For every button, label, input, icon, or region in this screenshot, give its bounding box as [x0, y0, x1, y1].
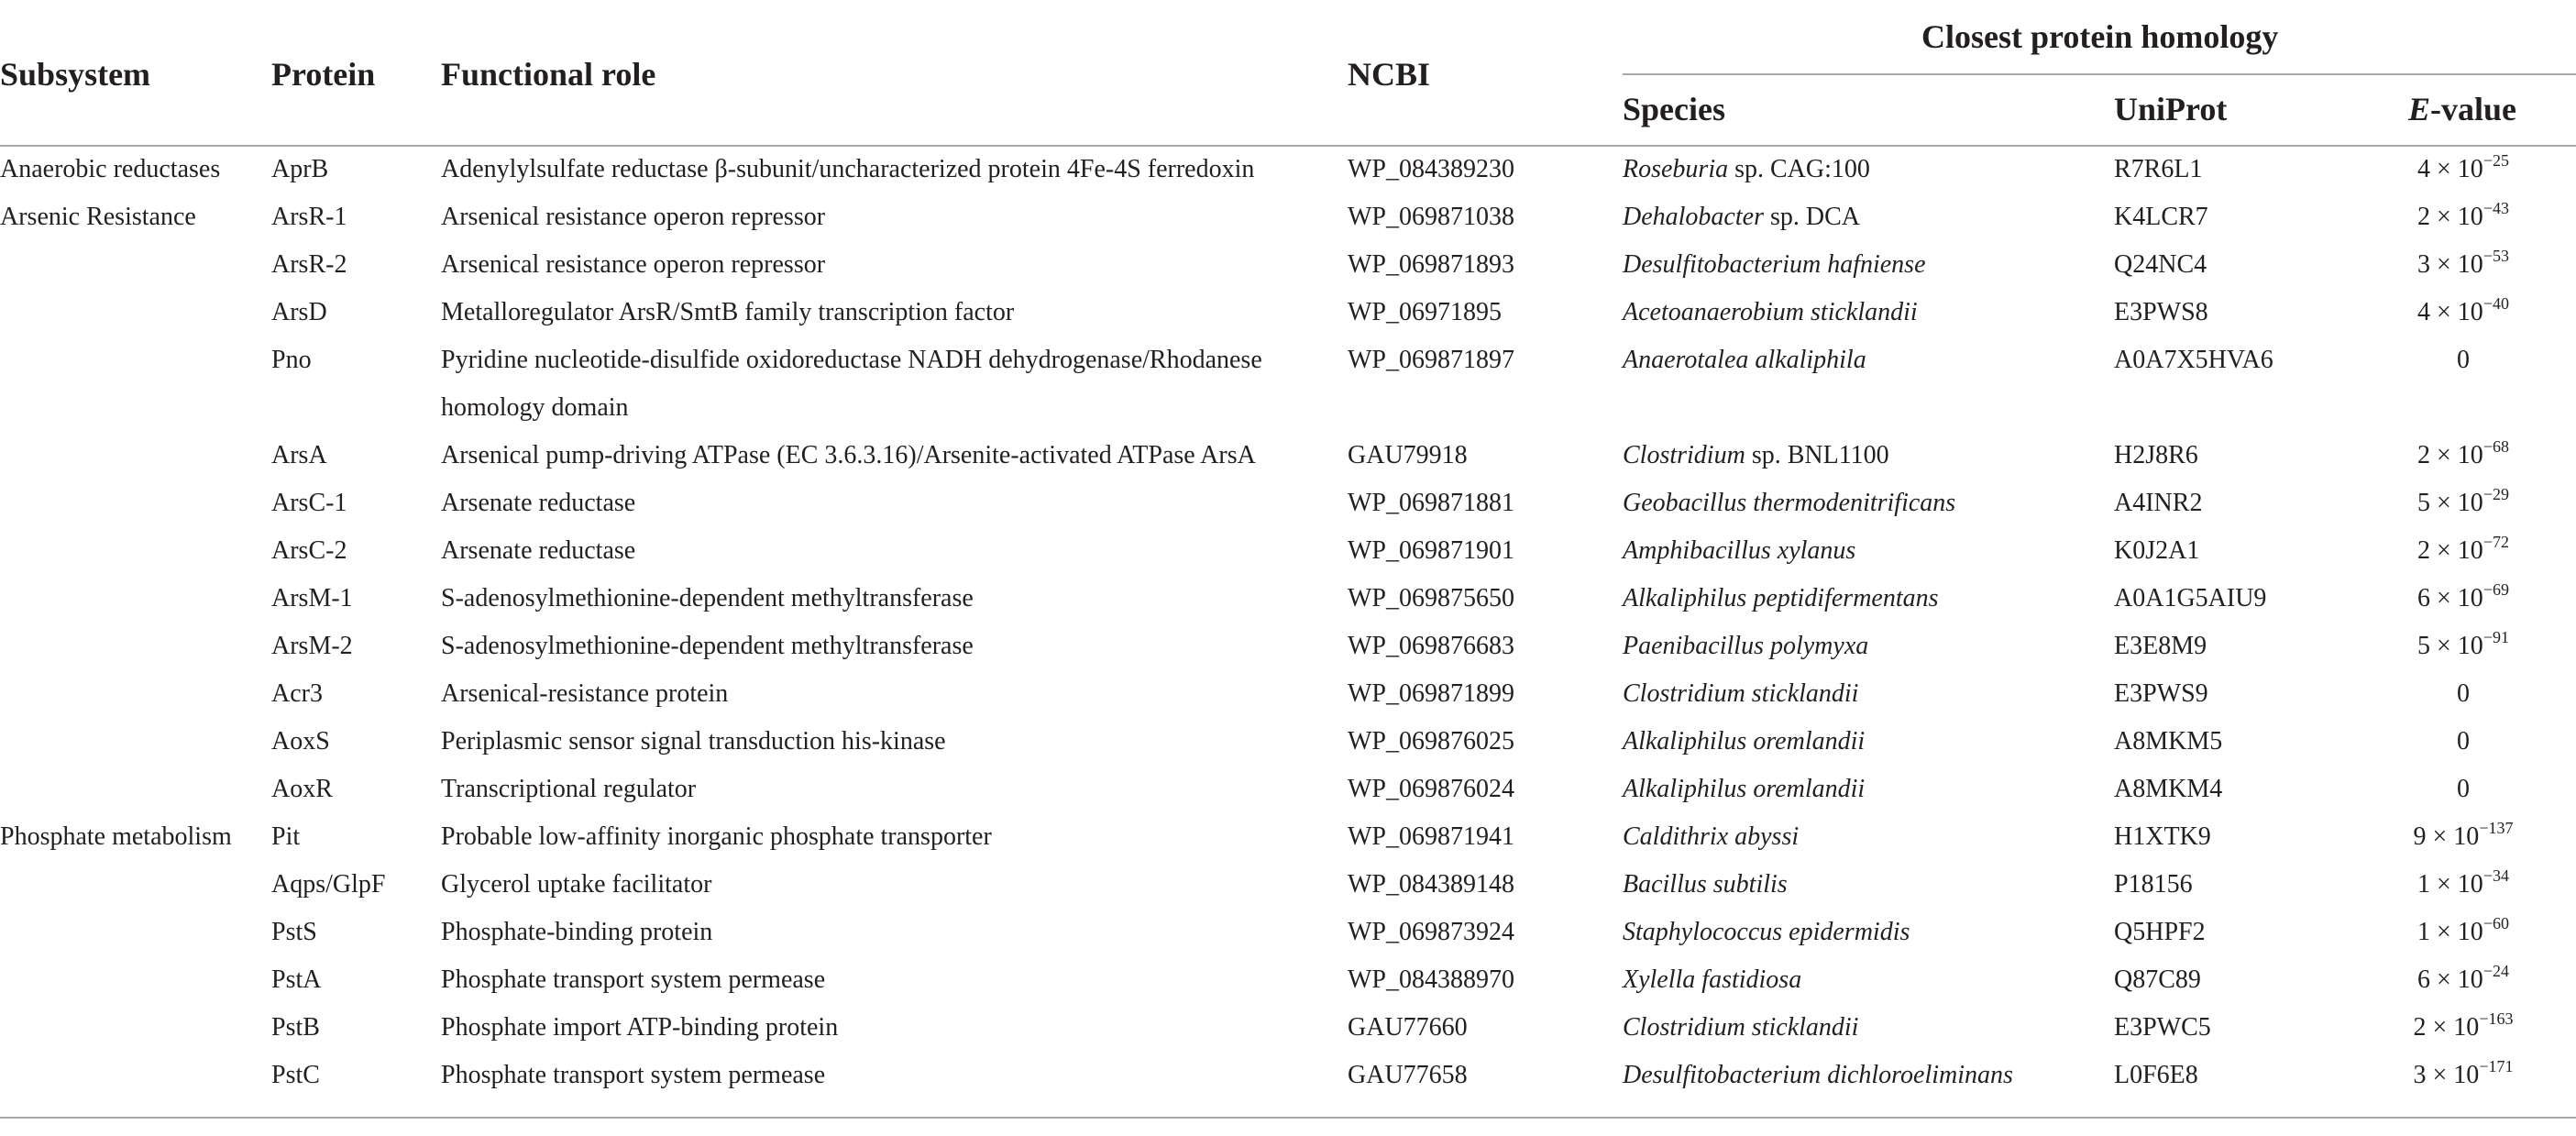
species-suffix: sp. DCA [1763, 203, 1860, 231]
evalue-base: 0 [2457, 679, 2470, 708]
cell-ncbi: WP_069871899 [1348, 679, 1514, 708]
evalue-base: 1 × 10 [2417, 870, 2483, 899]
species-name: Clostridium sticklandii [1623, 1013, 1859, 1042]
evalue-base: 2 × 10 [2417, 536, 2483, 565]
table-row [0, 433, 2576, 480]
table-row [0, 957, 2576, 1005]
cell-protein: ArsM-1 [271, 584, 353, 612]
cell-uniprot: H1XTK9 [2114, 822, 2211, 851]
header-evalue [2408, 90, 2516, 128]
evalue-exponent: −68 [2482, 437, 2509, 456]
species-name: Geobacillus thermodenitrificans [1623, 489, 1956, 517]
cell-evalue [2402, 726, 2525, 757]
species-name: Clostridium sticklandii [1623, 679, 1859, 708]
evalue-base: 2 × 10 [2413, 1013, 2480, 1042]
cell-species [1623, 965, 1801, 996]
cell-protein: AprB [271, 155, 329, 183]
evalue-exponent: −69 [2482, 580, 2509, 599]
species-name: Clostridium [1623, 441, 1745, 469]
cell-protein: ArsR-2 [271, 250, 347, 279]
cell-protein: Pno [271, 346, 312, 374]
cell-functional-role: Phosphate import ATP-binding protein [441, 1013, 839, 1042]
evalue-exponent: −24 [2482, 962, 2509, 980]
cell-ncbi: WP_069875650 [1348, 584, 1514, 612]
cell-uniprot: A4INR2 [2114, 489, 2203, 517]
evalue-base: 0 [2457, 346, 2470, 374]
table-row [0, 1005, 2576, 1053]
cell-ncbi: GAU77660 [1348, 1013, 1468, 1042]
header-ncbi: NCBI [1348, 56, 1431, 93]
cell-evalue [2402, 151, 2525, 185]
evalue-exponent: −34 [2482, 866, 2509, 885]
cell-functional-role: Arsenical pump-driving ATPase (EC 3.6.3.16)/Arsenite-activated ATPase ArsA [441, 441, 1256, 469]
cell-protein: PstS [271, 918, 317, 946]
cell-species [1623, 249, 1926, 281]
cell-functional-role: Adenylylsulfate reductase β-subunit/uncharacterized protein 4Fe-4S ferredoxin [441, 155, 1255, 183]
species-name: Acetoanaerobium sticklandii [1623, 298, 1918, 326]
cell-functional-role: S-adenosylmethionine-dependent methyltransferase [441, 584, 974, 612]
cell-uniprot: A8MKM4 [2114, 775, 2223, 803]
cell-species [1623, 631, 1868, 662]
cell-species [1623, 535, 1855, 567]
cell-functional-role: Phosphate-binding protein [441, 918, 713, 946]
cell-evalue [2402, 485, 2525, 519]
cell-species [1623, 1012, 1858, 1043]
cell-evalue [2402, 1009, 2525, 1043]
table-row [0, 194, 2576, 242]
cell-evalue [2402, 1057, 2525, 1091]
evalue-base: 9 × 10 [2413, 822, 2480, 851]
cell-functional-role: Arsenical resistance operon repressor [441, 250, 826, 279]
evalue-exponent: −40 [2482, 294, 2509, 313]
cell-evalue [2402, 678, 2525, 710]
cell-uniprot: H2J8R6 [2114, 441, 2198, 469]
cell-uniprot: Q5HPF2 [2114, 918, 2206, 946]
species-name: Bacillus subtilis [1623, 870, 1788, 899]
cell-subsystem: Anaerobic reductases [0, 155, 221, 183]
cell-ncbi: WP_069871038 [1348, 203, 1514, 231]
cell-species [1623, 488, 1955, 519]
cell-uniprot: P18156 [2114, 870, 2193, 899]
cell-ncbi: WP_084388970 [1348, 965, 1514, 994]
evalue-exponent: −29 [2482, 485, 2509, 503]
evalue-exponent: −43 [2482, 199, 2509, 217]
table-row [0, 576, 2576, 623]
evalue-base: 5 × 10 [2417, 489, 2483, 517]
evalue-base: 2 × 10 [2417, 203, 2483, 231]
cell-ncbi: WP_069876025 [1348, 727, 1514, 755]
cell-ncbi: WP_069871941 [1348, 822, 1514, 851]
evalue-exponent: −25 [2482, 151, 2509, 170]
evalue-base: 0 [2457, 727, 2470, 755]
cell-protein: Acr3 [271, 679, 323, 708]
evalue-exponent: −60 [2482, 914, 2509, 932]
cell-functional-role: Phosphate transport system permease [441, 965, 826, 994]
cell-species [1623, 345, 1866, 376]
cell-evalue [2402, 345, 2525, 376]
table-row [0, 719, 2576, 767]
header-subsystem: Subsystem [0, 56, 151, 93]
evalue-exponent: −53 [2482, 247, 2509, 265]
cell-ncbi: WP_069876683 [1348, 632, 1514, 660]
cell-evalue [2402, 819, 2525, 853]
cell-uniprot: E3E8M9 [2114, 632, 2207, 660]
table-row [0, 671, 2576, 719]
species-suffix: sp. BNL1100 [1745, 441, 1889, 469]
table-row [0, 242, 2576, 290]
table-row [0, 480, 2576, 528]
table-row [0, 337, 2576, 422]
cell-protein: ArsR-1 [271, 203, 347, 231]
cell-protein: AoxR [271, 775, 333, 803]
species-name: Roseburia [1623, 155, 1729, 183]
cell-evalue [2402, 249, 2525, 281]
cell-protein: PstA [271, 965, 322, 994]
cell-evalue [2402, 628, 2525, 662]
cell-uniprot: K4LCR7 [2114, 203, 2208, 231]
table-row [0, 814, 2576, 862]
cell-uniprot: A0A1G5AIU9 [2114, 584, 2267, 612]
evalue-base: 5 × 10 [2417, 632, 2483, 660]
header-functional-role: Functional role [441, 56, 656, 93]
cell-uniprot: E3PWC5 [2114, 1013, 2211, 1042]
cell-protein: Aqps/GlpF [271, 870, 386, 899]
species-name: Alkaliphilus oremlandii [1623, 727, 1866, 755]
cell-ncbi: GAU77658 [1348, 1061, 1468, 1089]
cell-protein: PstC [271, 1061, 320, 1089]
species-name: Desulfitobacterium dichloroeliminans [1623, 1061, 2013, 1089]
cell-protein: ArsM-2 [271, 632, 353, 660]
cell-uniprot: Q24NC4 [2114, 250, 2207, 279]
cell-species [1623, 202, 1860, 233]
cell-evalue [2402, 914, 2525, 948]
cell-ncbi: WP_06971895 [1348, 298, 1502, 326]
cell-ncbi: GAU79918 [1348, 441, 1468, 469]
cell-evalue [2402, 774, 2525, 805]
cell-uniprot: K0J2A1 [2114, 536, 2200, 565]
cell-evalue [2402, 580, 2525, 614]
cell-evalue [2402, 962, 2525, 996]
table-bottom-rule [0, 1117, 2576, 1119]
evalue-base: 4 × 10 [2417, 155, 2483, 183]
evalue-exponent: −91 [2482, 628, 2509, 646]
table-row [0, 910, 2576, 957]
cell-protein: ArsC-2 [271, 536, 347, 565]
cell-uniprot: E3PWS9 [2114, 679, 2208, 708]
cell-functional-role: S-adenosylmethionine-dependent methyltransferase [441, 632, 974, 660]
species-name: Alkaliphilus peptidifermentans [1623, 584, 1939, 612]
cell-functional-role: Transcriptional regulator [441, 775, 697, 803]
species-name: Staphylococcus epidermidis [1623, 918, 1910, 946]
species-name: Anaerotalea alkaliphila [1623, 346, 1866, 374]
header-closest-protein-homology: Closest protein homology [1921, 18, 2279, 55]
cell-protein: ArsC-1 [271, 489, 347, 517]
cell-evalue [2402, 294, 2525, 328]
cell-functional-role-line2: homology domain [441, 393, 629, 422]
cell-species [1623, 822, 1799, 853]
species-name: Desulfitobacterium hafniense [1623, 250, 1926, 279]
cell-functional-role: Arsenate reductase [441, 536, 636, 565]
header-uniprot: UniProt [2114, 91, 2228, 127]
evalue-base: 6 × 10 [2417, 965, 2483, 994]
species-name: Alkaliphilus oremlandii [1623, 775, 1866, 803]
evalue-exponent: −171 [2479, 1057, 2514, 1075]
table-row [0, 862, 2576, 910]
table-row [0, 1053, 2576, 1100]
cell-uniprot: L0F6E8 [2114, 1061, 2198, 1089]
cell-protein: AoxS [271, 727, 330, 755]
species-name: Paenibacillus polymyxa [1623, 632, 1869, 660]
cell-ncbi: WP_069871893 [1348, 250, 1514, 279]
cell-species [1623, 583, 1939, 614]
cell-evalue [2402, 866, 2525, 900]
header-group-rule [1623, 73, 2576, 75]
cell-species [1623, 917, 1910, 948]
species-name: Amphibacillus xylanus [1623, 536, 1856, 565]
cell-subsystem: Arsenic Resistance [0, 203, 196, 231]
header-protein: Protein [271, 56, 376, 93]
cell-species [1623, 440, 1889, 471]
cell-species [1623, 154, 1870, 185]
cell-ncbi: WP_069871897 [1348, 346, 1514, 374]
species-name: Dehalobacter [1623, 203, 1764, 231]
species-suffix: sp. CAG:100 [1728, 155, 1870, 183]
evalue-base: 3 × 10 [2417, 250, 2483, 279]
cell-subsystem: Phosphate metabolism [0, 822, 232, 851]
table-row [0, 528, 2576, 576]
cell-evalue [2402, 535, 2525, 567]
evalue-base: 3 × 10 [2413, 1061, 2480, 1089]
cell-species [1623, 869, 1788, 900]
cell-protein: PstB [271, 1013, 320, 1042]
evalue-exponent: −163 [2479, 1009, 2514, 1028]
cell-evalue [2402, 437, 2525, 471]
evalue-base: 1 × 10 [2417, 918, 2483, 946]
cell-species [1623, 774, 1865, 805]
cell-ncbi: WP_069871881 [1348, 489, 1514, 517]
cell-protein: Pit [271, 822, 301, 851]
cell-ncbi: WP_069871901 [1348, 536, 1514, 565]
evalue-base: 0 [2457, 775, 2470, 803]
cell-uniprot: A8MKM5 [2114, 727, 2223, 755]
cell-uniprot: Q87C89 [2114, 965, 2201, 994]
cell-ncbi: WP_084389230 [1348, 155, 1514, 183]
cell-functional-role: Glycerol uptake facilitator [441, 870, 712, 899]
cell-ncbi: WP_069873924 [1348, 918, 1514, 946]
cell-protein: ArsA [271, 441, 327, 469]
cell-functional-role: Probable low-affinity inorganic phosphate transporter [441, 822, 992, 851]
evalue-base: 6 × 10 [2417, 584, 2483, 612]
cell-functional-role: Arsenical resistance operon repressor [441, 203, 826, 231]
cell-species [1623, 726, 1865, 757]
cell-uniprot: A0A7X5HVA6 [2114, 346, 2273, 374]
species-name: Xylella fastidiosa [1623, 965, 1802, 994]
evalue-exponent: −72 [2482, 533, 2509, 551]
cell-evalue [2402, 199, 2525, 233]
evalue-base: 4 × 10 [2417, 298, 2483, 326]
evalue-exponent: −137 [2479, 819, 2514, 837]
cell-functional-role: Arsenate reductase [441, 489, 636, 517]
header-species: Species [1623, 91, 1725, 127]
table-row [0, 623, 2576, 671]
evalue-base: 2 × 10 [2417, 441, 2483, 469]
cell-functional-role: Metalloregulator ArsR/SmtB family transcription factor [441, 298, 1015, 326]
cell-species [1623, 678, 1858, 710]
cell-uniprot: E3PWS8 [2114, 298, 2208, 326]
table-row [0, 147, 2576, 194]
header-evalue-e: E [2408, 91, 2431, 127]
table-row [0, 767, 2576, 814]
cell-ncbi: WP_069876024 [1348, 775, 1514, 803]
cell-functional-role: Arsenical-resistance protein [441, 679, 729, 708]
cell-species [1623, 1060, 2013, 1091]
cell-functional-role: Pyridine nucleotide-disulfide oxidoreductase NADH dehydrogenase/Rhodanese [441, 346, 1262, 374]
cell-functional-role: Periplasmic sensor signal transduction his-kinase [441, 727, 946, 755]
species-name: Caldithrix abyssi [1623, 822, 1800, 851]
cell-species [1623, 297, 1918, 328]
table-row [0, 290, 2576, 337]
cell-protein: ArsD [271, 298, 327, 326]
cell-functional-role: Phosphate transport system permease [441, 1061, 826, 1089]
header-evalue-suffix: -value [2430, 91, 2517, 127]
cell-ncbi: WP_084389148 [1348, 870, 1514, 899]
cell-uniprot: R7R6L1 [2114, 155, 2203, 183]
